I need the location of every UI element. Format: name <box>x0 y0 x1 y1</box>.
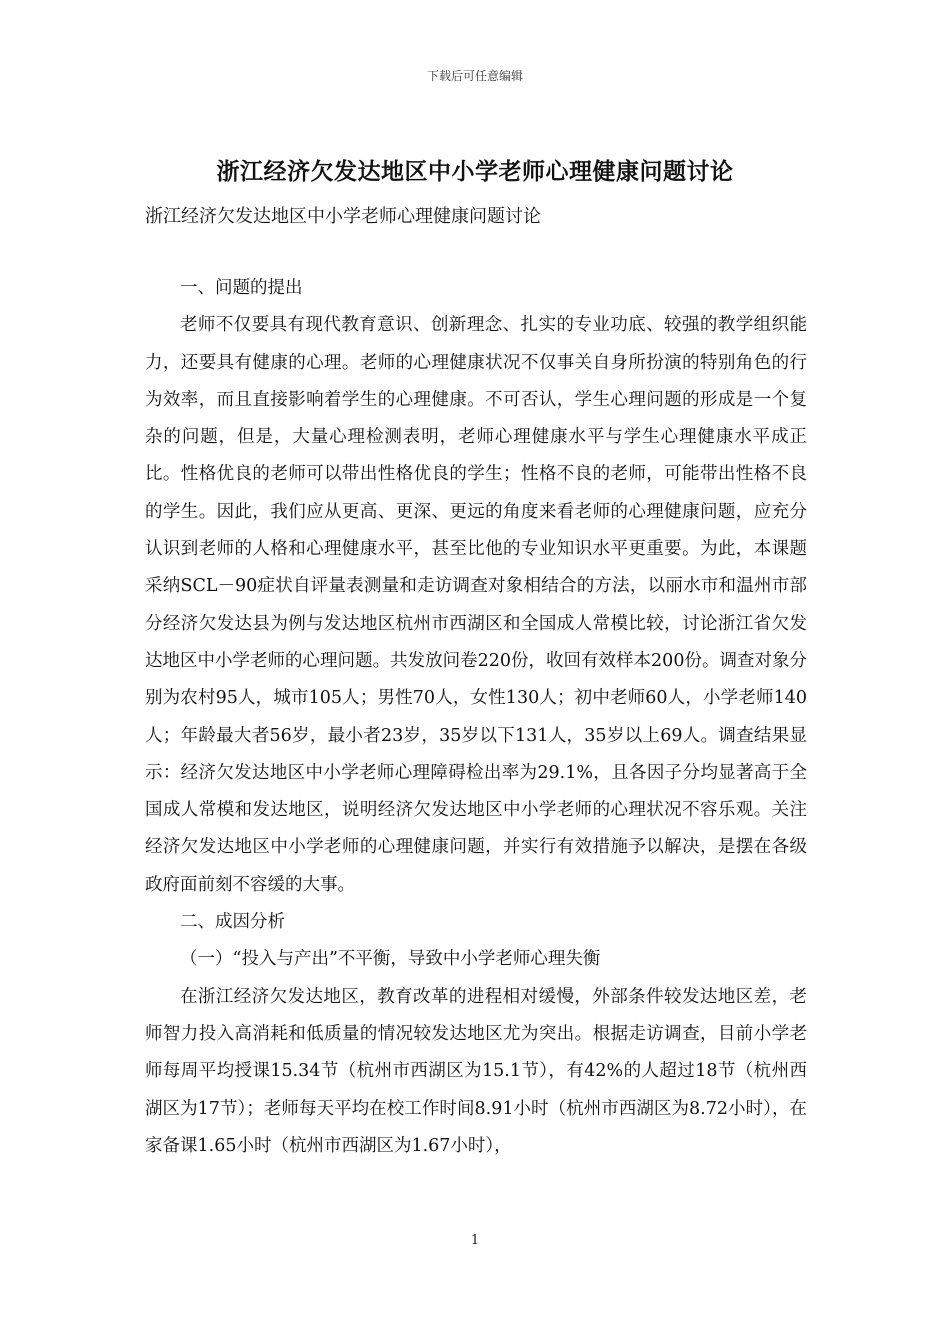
document-subtitle: 浙江经济欠发达地区中小学老师心理健康问题讨论 <box>145 206 541 227</box>
section-heading-2: 二、成因分析 <box>180 912 285 933</box>
subsection-heading-1: （一）“投入与产出”不平衡，导致中小学老师心理失衡 <box>180 949 601 970</box>
document-body <box>145 270 807 1165</box>
document-title: 浙江经济欠发达地区中小学老师心理健康问题讨论 <box>216 158 734 185</box>
paragraph-2: 在浙江经济欠发达地区，教育改革的进程相对缓慢，外部条件较发达地区差，老师智力投入高消耗和低质量的情况较发达地区尤为突出。根据走访调查，目前小学老师每周平均授课15.34节（杭州市西湖区为15.1节），有42%的人超过18节（杭州西湖区为17节）；老师每天平均在校工作时间8.91小时（杭州市西湖区为8.72小时），在家备课1.65小时（杭州市西湖区为1.67小时）， <box>145 986 807 1156</box>
page-number: 1 <box>470 1233 480 1248</box>
header-note: 下载后可任意编辑 <box>426 69 523 83</box>
paragraph-1: 老师不仅要具有现代教育意识、创新理念、扎实的专业功底、较强的教学组织能力，还要具有健康的心理。老师的心理健康状况不仅事关自身所扮演的特别角色的行为效率，而且直接影响着学生的心理健康。不可否认，学生心理问题的形成是一个复杂的问题，但是，大量心理检测表明，老师心理健康水平与学生心理健康水平成正比。性格优良的老师可以带出性格优良的学生；性格不良的老师，可能带出性格不良的学生。因此，我们应从更高、更深、更远的角度来看老师的心理健康问题，应充分认识到老师的人格和心理健康水平，甚至比他的专业知识水平更重要。为此，本课题采纳SCL－90症状自评量表测量和走访调查对象相结合的方法，以丽水市和温州市部分经济欠发达县为例与发达地区杭州市西湖区和全国成人常模比较，讨论浙江省欠发达地区中小学老师的心理问题。共发放问卷220份，收回有效样本200份。调查对象分别为农村95人，城市105人；男性70人，女性130人；初中老师60人，小学老师140人；年龄最大者56岁，最小者23岁，35岁以下131人，35岁以上69人。调查结果显示：经济欠发达地区中小学老师心理障碍检出率为29.1%，且各因子分均显著高于全国成人常模和发达地区，说明经济欠发达地区中小学老师的心理状况不容乐观。关注经济欠发达地区中小学老师的心理健康问题，并实行有效措施予以解决，是摆在各级政府面前刻不容缓的大事。 <box>145 315 807 895</box>
section-heading-1: 一、问题的提出 <box>180 278 303 298</box>
